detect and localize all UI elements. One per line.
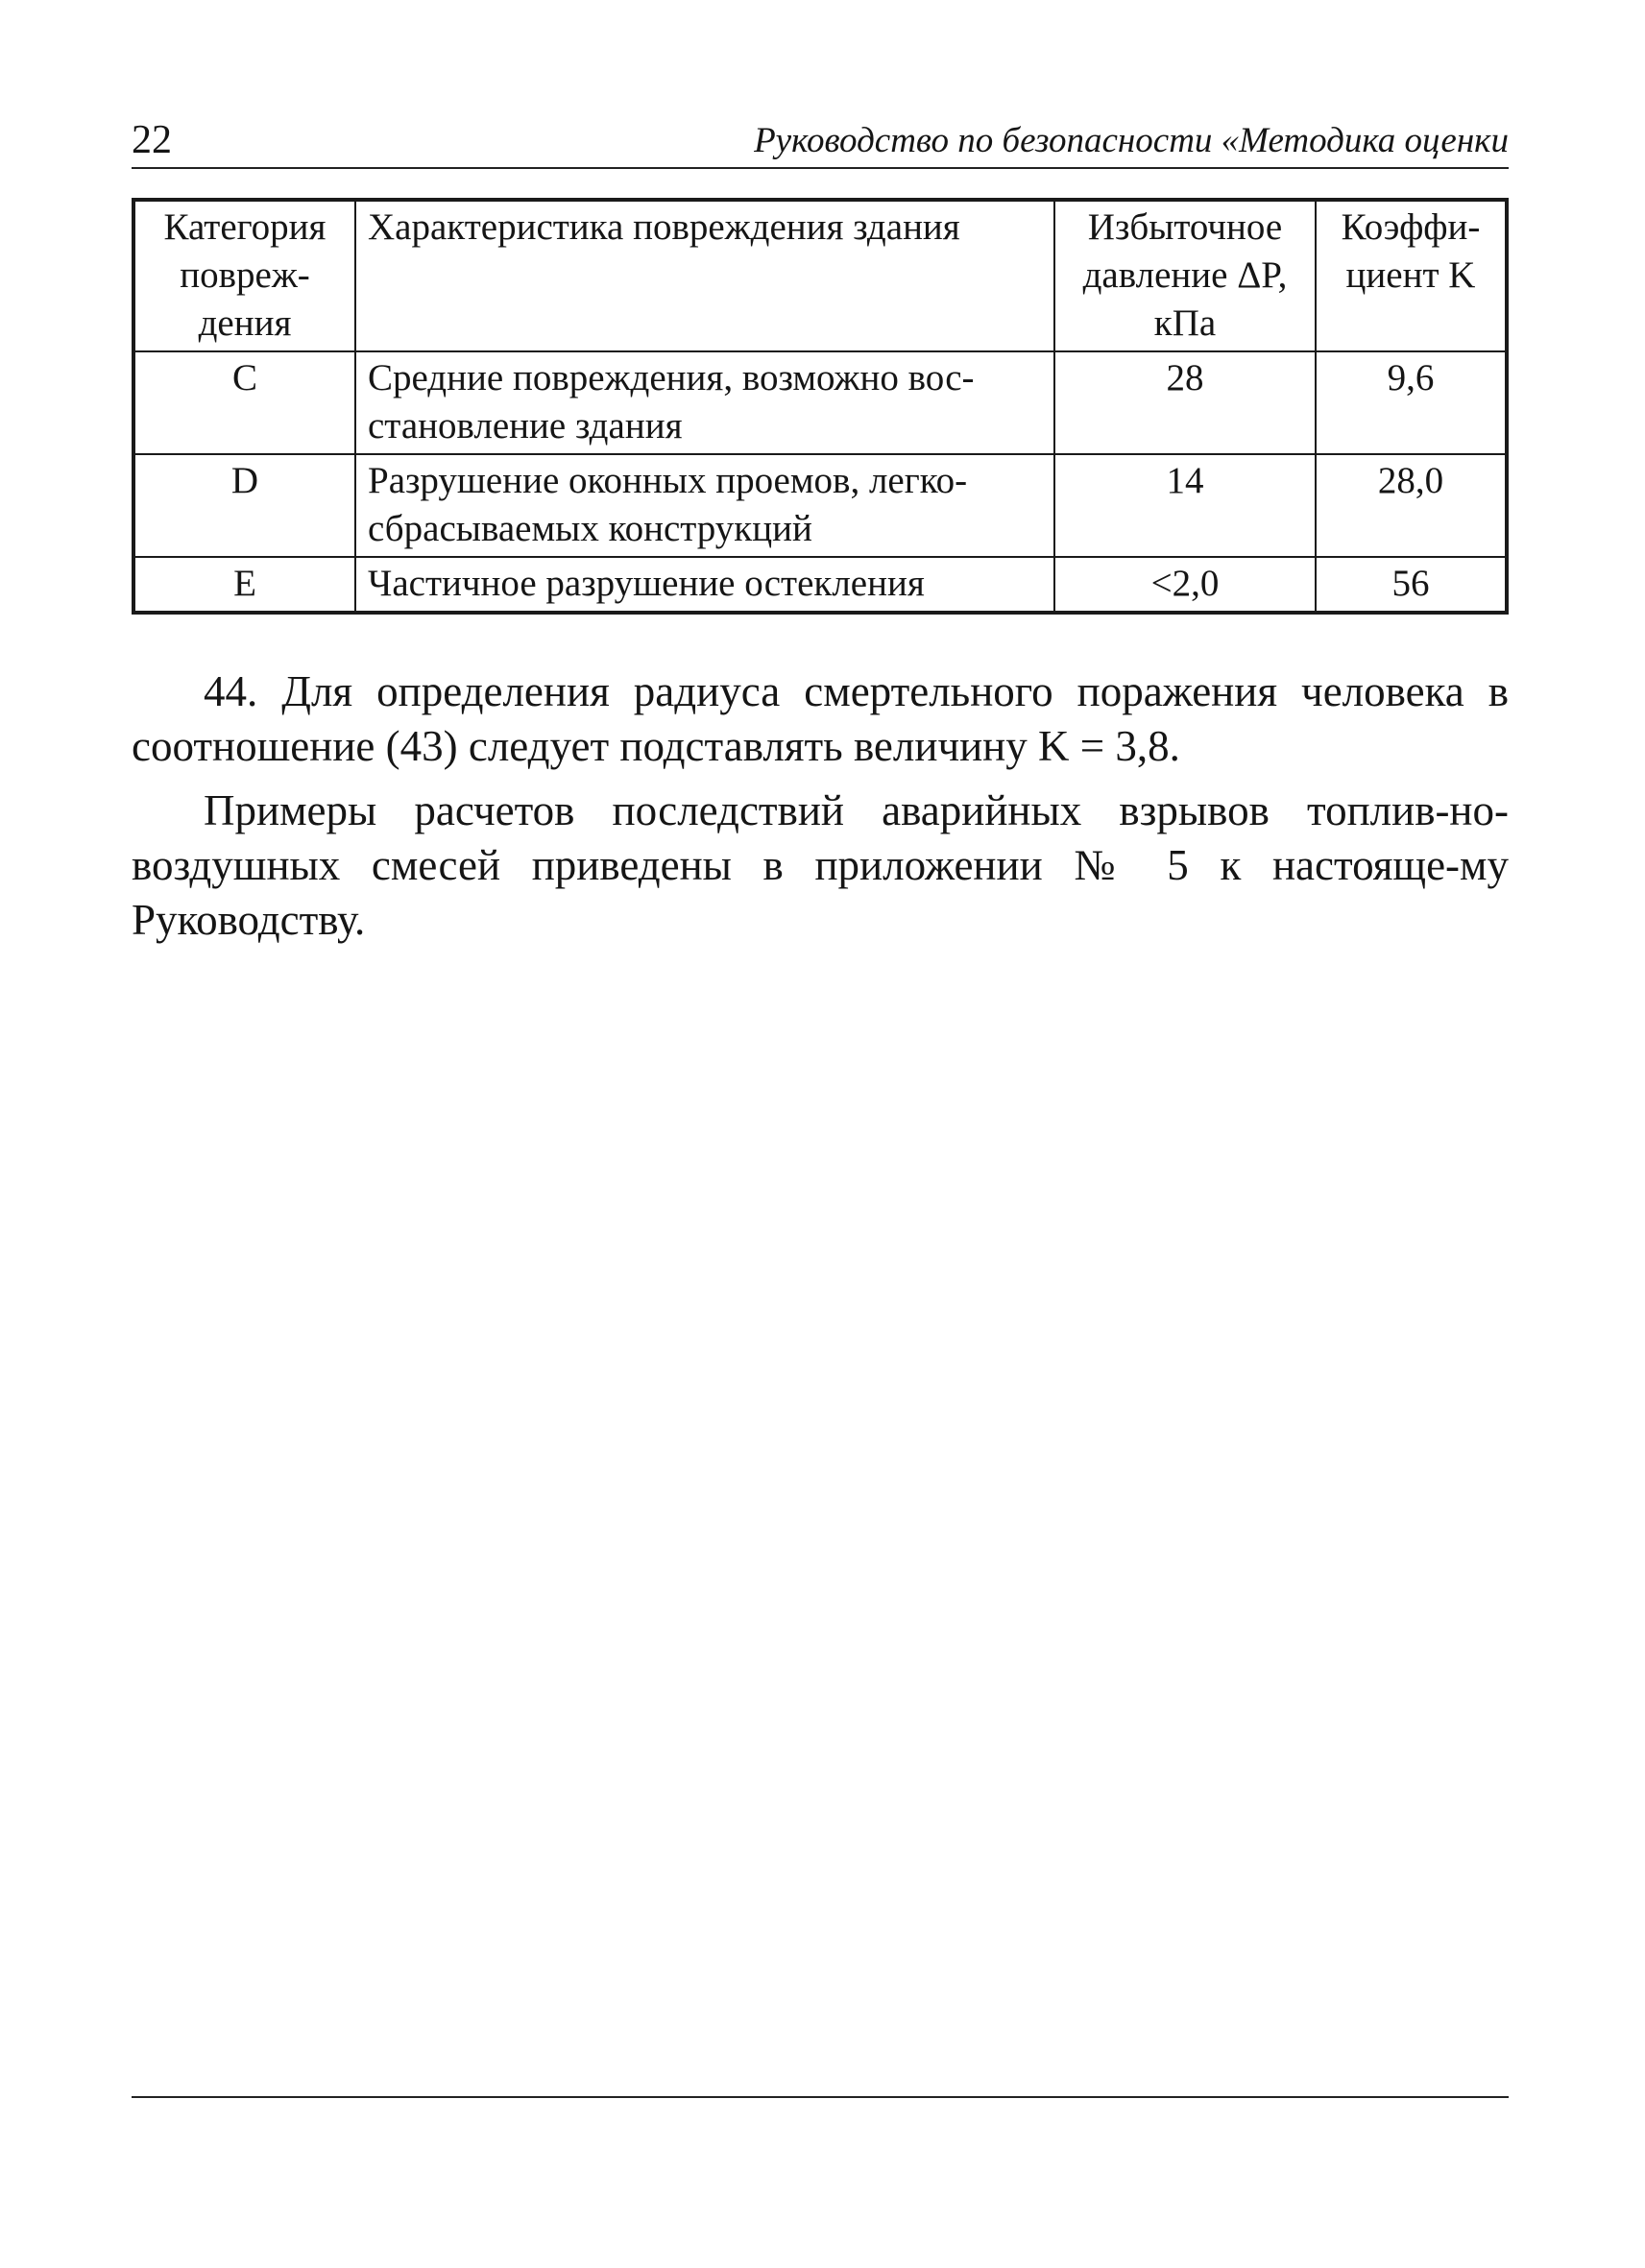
damage-category-table	[132, 198, 1509, 615]
header-description: Характеристика повреждения здания	[355, 200, 1054, 351]
table-row	[133, 351, 1507, 454]
cell-pressure: 14	[1054, 454, 1316, 557]
page-number: 22	[132, 118, 172, 162]
header-category: Категория повреж-дения	[133, 200, 355, 351]
cell-category: E	[133, 557, 355, 613]
cell-coefficient: 56	[1316, 557, 1507, 613]
table-row	[133, 557, 1507, 613]
cell-category: D	[133, 454, 355, 557]
footer-divider	[132, 2096, 1509, 2098]
paragraph-44: 44. Для определения радиуса смертельного поражения человека в соотношение (43) следует подставлять величину K = 3,8.	[132, 667, 1509, 770]
paragraph-examples: Примеры расчетов последствий аварийных взрывов топлив-но-воздушных смесей приведены в приложении № 5 к настояще-му Руководству.	[132, 786, 1509, 944]
cell-pressure: 28	[1054, 351, 1316, 454]
running-title: Руководство по безопасности «Методика оценки	[754, 121, 1509, 160]
body-text	[132, 664, 1509, 957]
table-row	[133, 454, 1507, 557]
page-header	[132, 113, 1509, 169]
header-coefficient: Коэффи-циент K	[1316, 200, 1507, 351]
cell-coefficient: 9,6	[1316, 351, 1507, 454]
table-header-row	[133, 200, 1507, 351]
header-pressure: Избыточное давление ΔP, кПа	[1054, 200, 1316, 351]
cell-description: Частичное разрушение остекления	[355, 557, 1054, 613]
cell-pressure: <2,0	[1054, 557, 1316, 613]
cell-description: Разрушение оконных проемов, легко-сбрасываемых конструкций	[355, 454, 1054, 557]
cell-coefficient: 28,0	[1316, 454, 1507, 557]
cell-category: C	[133, 351, 355, 454]
cell-description: Средние повреждения, возможно вос-становление здания	[355, 351, 1054, 454]
